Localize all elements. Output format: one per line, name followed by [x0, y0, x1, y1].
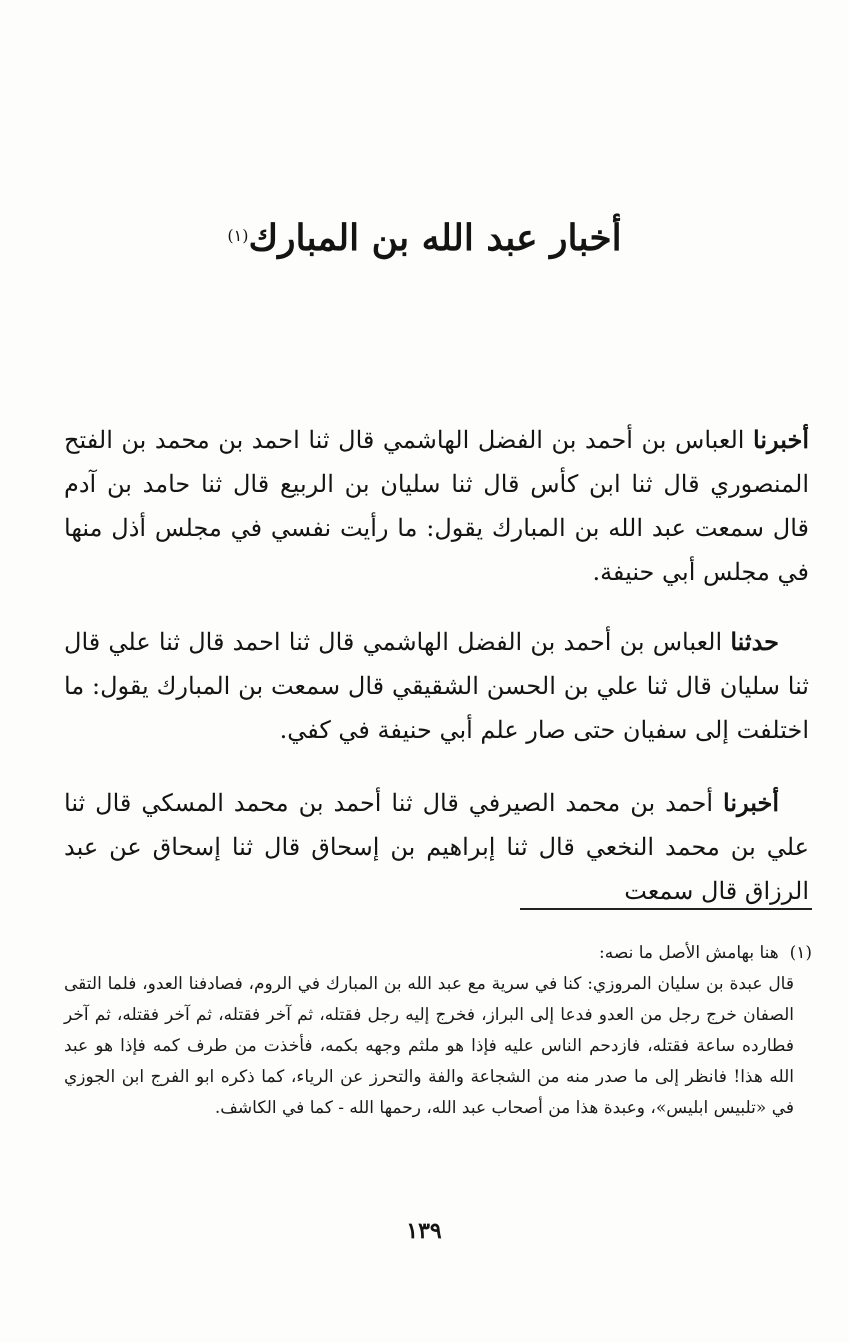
footnote-marker: (١) — [789, 943, 812, 963]
footnote-divider — [520, 908, 812, 910]
footnote-body: قال عبدة بن سليان المروزي: كنا في سرية مع عبد الله بن المبارك في الروم، فصادفنا العدو، فلما التقى الصفان خرج رجل من العدو فدعا إلى البراز، فخرج إليه رجل فقتله، ثم آخر فقتله، ثم آخر فقتله، ثم آخر فطارده ساعة فقتله، فازدحم الناس عليه فإذا هو ملثم وجهه بكمه، فأخذت من طرف كمه فإذا هو عبد الله هذا! فانظر إلى ما صدر منه من الشجاعة والفة والتحرز عن الرياء، كما ذكره ابو الفرج ابن الجوزي في «تلبيس ابليس»، وعبدة هذا من أصحاب عبد الله، رحمها الله - كما في الكاشف. — [64, 974, 794, 1118]
paragraph-1-text: العباس بن أحمد بن الفضل الهاشمي قال ثنا احمد بن محمد بن الفتح المنصوري قال ثنا ابن كأس قال ثنا سليان بن الربيع قال ثنا حامد بن آدم قال سمعت عبد الله بن المبارك يقول: ما رأيت نفسي في مجلس أذل منها في مجلس أبي حنيفة. — [64, 426, 809, 586]
paragraph-1-lead: أخبرنا — [753, 425, 810, 454]
paragraph-2 — [64, 620, 809, 752]
title-footnote-marker: (١) — [227, 226, 249, 246]
paragraph-3 — [64, 781, 809, 913]
paragraph-3-text: أحمد بن محمد الصيرفي قال ثنا أحمد بن محمد المسكي قال ثنا علي بن محمد النخعي قال ثنا إبراهيم بن إسحاق قال ثنا إسحاق عن عبد الرزاق قال سمعت — [64, 789, 809, 905]
paragraph-2-lead: حدثنا — [730, 627, 779, 656]
page-number: ١٣٩ — [406, 1218, 442, 1244]
chapter-title-text: أخبار عبد الله بن المبارك — [248, 217, 622, 260]
paragraph-2-text: العباس بن أحمد بن الفضل الهاشمي قال ثنا احمد قال ثنا علي قال ثنا سليان قال ثنا علي بن الحسن الشقيقي قال سمعت بن المبارك يقول: ما اختلفت إلى سفيان حتى صار علم أبي حنيفة في كفي. — [64, 628, 809, 744]
footnote-head: هنا بهامش الأصل ما نصه: — [599, 943, 779, 963]
footnote-section — [64, 938, 812, 1124]
paragraph-1 — [64, 418, 809, 594]
paragraph-3-lead: أخبرنا — [723, 788, 779, 817]
chapter-title — [100, 212, 749, 264]
